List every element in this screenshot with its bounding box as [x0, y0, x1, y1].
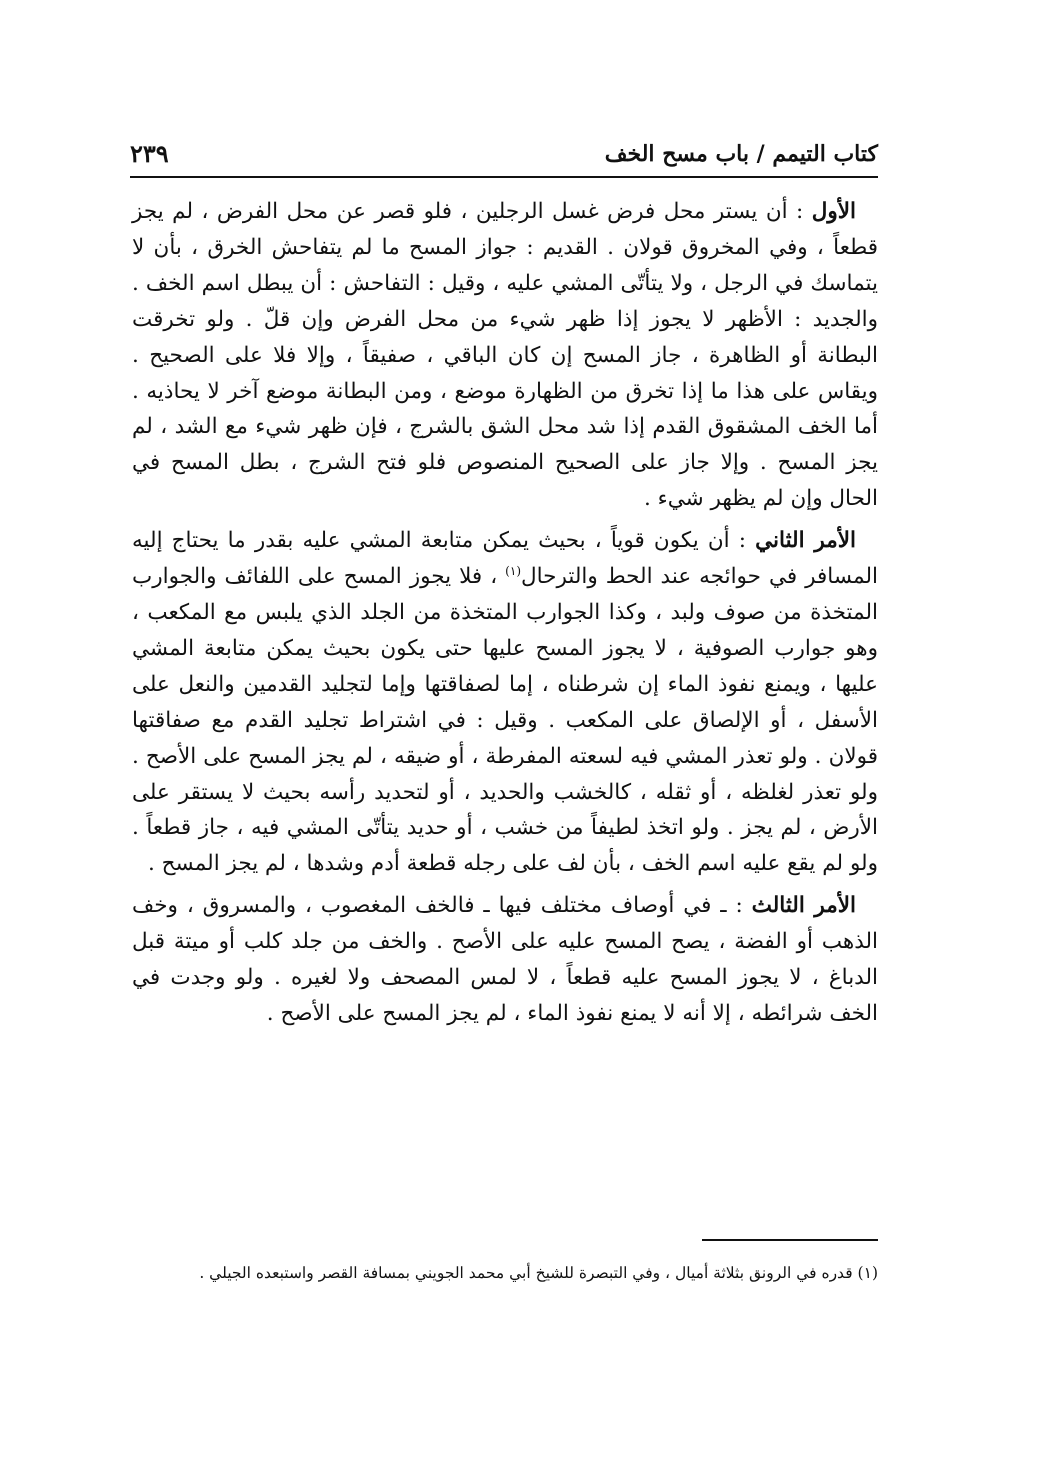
paragraph-third-condition [132, 888, 878, 1032]
paragraph-text: : أن يكون قوياً ، بحيث يمكن متابعة المشي عليه بقدر ما يحتاج إليه المسافر في حوائجه عند الحط والترحال [132, 528, 878, 590]
running-title: كتاب التيمم / باب مسح الخف [604, 141, 878, 167]
page-number: ٢٣٩ [130, 139, 169, 168]
running-header [130, 134, 878, 174]
footnote-text: قدره في الرونق بثلاثة أميال ، وفي التبصرة للشيخ أبي محمد الجويني بمسافة القصر واستبعده الجيلي . [199, 1264, 858, 1282]
header-divider [130, 176, 878, 178]
paragraph-text-continued: ، فلا يجوز المسح على اللفائف والجوارب المتخذة من صوف ولبد ، وكذا الجوارب المتخذة من الجلد الذي يلبس مع المكعب ، وهو جوارب الصوفية ، لا يجوز المسح عليها حتى يكون بحيث يمكن متابعة المشي عليها ، ويمنع نفوذ الماء إن شرطناه ، إما لصفاقتها وإما لتجليد القدمين والنعل على الأسفل ، أو الإلصاق على المكعب . وقيل : في اشتراط تجليد القدم مع صفاقتها قولان . ولو تعذر المشي فيه لسعته المفرطة ، أو ضيقه ، لم يجز المسح على الأصح . ولو تعذر لغلظه ، أو ثقله ، كالخشب والحديد ، أو لتحديد رأسه بحيث لا يستقر على الأرض ، لم يجز . ولو اتخذ لطيفاً من خشب ، أو حديد يتأتّى المشي فيه ، جاز قطعاً . ولو لم يقع عليه اسم الخف ، بأن لف على رجله قطعة أدم وشدها ، لم يجز المسح . [132, 564, 878, 877]
paragraph-lead: الأمر الثالث [751, 893, 856, 919]
paragraph-lead: الأول [811, 199, 856, 224]
main-text [132, 194, 878, 1038]
footnote-reference: (١) [505, 563, 521, 578]
footnote [132, 1256, 878, 1290]
paragraph-text: : ـ في أوصاف مختلف فيها ـ فالخف المغصوب ، والمسروق ، وخف الذهب أو الفضة ، يصح المسح عليه على الأصح . والخف من جلد كلب أو ميتة قبل الدباغ ، لا يجوز المسح عليه قطعاً ، لا لمس المصحف ولا لغيره . ولو وجدت في الخف شرائطه ، إلا أنه لا يمنع نفوذ الماء ، لم يجز المسح على الأصح . [132, 893, 878, 1026]
paragraph-text: : أن يستر محل فرض غسل الرجلين ، فلو قصر عن محل الفرض ، لم يجز قطعاً ، وفي المخروق قولان . القديم : جواز المسح ما لم يتفاحش الخرق ، بأن لا يتماسك في الرجل ، ولا يتأتّى المشي عليه ، وقيل : التفاحش : أن يبطل اسم الخف . والجديد : الأظهر لا يجوز إذا ظهر شيء من محل الفرض وإن قلّ . ولو تخرقت البطانة أو الظاهرة ، جاز المسح إن كان الباقي ، صفيقاً ، وإلا فلا على الصحيح . ويقاس على هذا ما إذا تخرق من الظهارة موضع ، ومن البطانة موضع آخر لا يحاذيه . أما الخف المشقوق القدم إذا شد محل الشق بالشرج ، فإن ظهر شيء مع الشد ، لم يجز المسح . وإلا جاز على الصحيح المنصوص فلو فتح الشرج ، بطل المسح في الحال وإن لم يظهر شيء . [132, 199, 878, 512]
footnote-divider [702, 1239, 878, 1241]
paragraph-first-condition [132, 194, 878, 517]
paragraph-second-condition [132, 523, 878, 882]
footnote-marker: (١) [857, 1264, 878, 1282]
paragraph-lead: الأمر الثاني [755, 528, 856, 554]
